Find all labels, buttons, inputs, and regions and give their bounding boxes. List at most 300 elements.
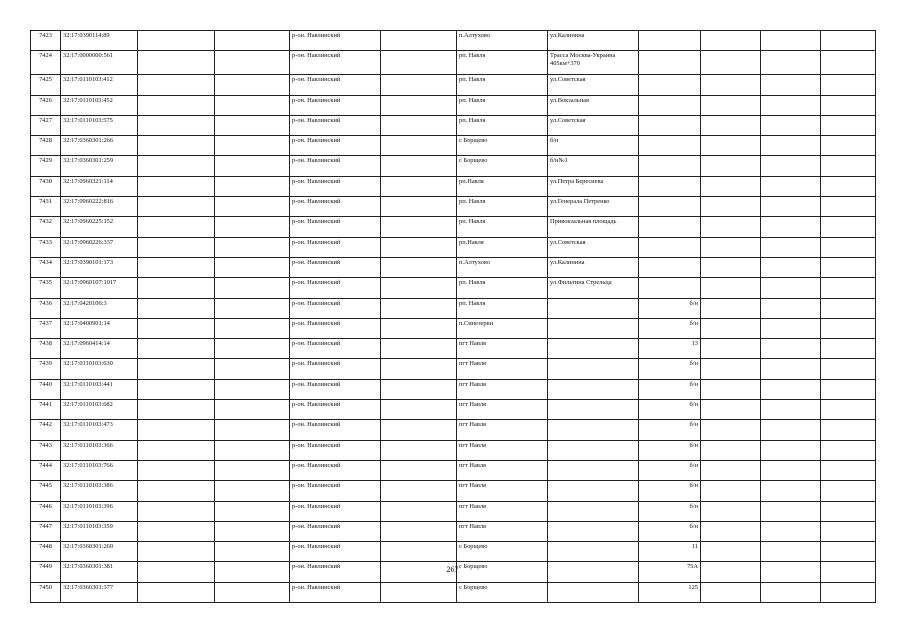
locality-cell: пгт Навля: [457, 359, 548, 379]
empty-cell: [761, 582, 821, 602]
locality-cell: рп.Навля: [457, 176, 548, 196]
street-cell: Трасса Москва-Украина 405км+370: [548, 51, 639, 75]
empty-cell: [138, 136, 215, 156]
street-cell: ул.Вокзальная: [548, 95, 639, 115]
empty-cell: [381, 237, 457, 257]
empty-cell: [138, 359, 215, 379]
empty-cell: [138, 582, 215, 602]
empty-cell: [761, 298, 821, 318]
district-cell: р-он. Навлинский: [290, 136, 381, 156]
table-row: [31, 420, 876, 440]
empty-cell: [821, 521, 876, 541]
house-number-cell: б/н: [639, 481, 701, 501]
empty-cell: [761, 176, 821, 196]
empty-cell: [381, 339, 457, 359]
street-cell: [548, 318, 639, 338]
empty-cell: [381, 31, 457, 51]
district-cell: р-он. Навлинский: [290, 339, 381, 359]
empty-cell: [761, 440, 821, 460]
empty-cell: [138, 237, 215, 257]
empty-cell: [138, 420, 215, 440]
empty-cell: [821, 339, 876, 359]
empty-cell: [381, 217, 457, 237]
empty-cell: [761, 400, 821, 420]
empty-cell: [701, 359, 761, 379]
table-row: [31, 318, 876, 338]
empty-cell: [821, 136, 876, 156]
cadastral-number-cell: 32:17:0960222:816: [61, 197, 138, 217]
street-cell: [548, 521, 639, 541]
empty-cell: [701, 237, 761, 257]
cadastral-number-cell: 32:17:0960414:14: [61, 339, 138, 359]
empty-cell: [215, 197, 290, 217]
property-register-table: [30, 30, 876, 603]
table-row: [31, 298, 876, 318]
cadastral-number-cell: 32:17:0110103:396: [61, 501, 138, 521]
house-number-cell: б/н: [639, 298, 701, 318]
row-number-cell: 7442: [31, 420, 61, 440]
empty-cell: [821, 440, 876, 460]
locality-cell: с Борщево: [457, 136, 548, 156]
empty-cell: [215, 156, 290, 176]
house-number-cell: [639, 156, 701, 176]
table-row: [31, 156, 876, 176]
empty-cell: [138, 318, 215, 338]
empty-cell: [701, 257, 761, 277]
district-cell: р-он. Навлинский: [290, 176, 381, 196]
row-number-cell: 7430: [31, 176, 61, 196]
row-number-cell: 7425: [31, 75, 61, 95]
row-number-cell: 7446: [31, 501, 61, 521]
cadastral-number-cell: 32:17:0360301:259: [61, 156, 138, 176]
empty-cell: [215, 460, 290, 480]
row-number-cell: 7445: [31, 481, 61, 501]
cadastral-number-cell: 32:17:0960225:152: [61, 217, 138, 237]
cadastral-number-cell: 32:17:0960321:114: [61, 176, 138, 196]
cadastral-number-cell: 32:17:0390114:89: [61, 31, 138, 51]
empty-cell: [215, 318, 290, 338]
empty-cell: [761, 75, 821, 95]
empty-cell: [701, 176, 761, 196]
district-cell: р-он. Навлинский: [290, 379, 381, 399]
empty-cell: [381, 51, 457, 75]
cadastral-number-cell: 32:17:0360301:381: [61, 562, 138, 582]
row-number-cell: 7432: [31, 217, 61, 237]
house-number-cell: [639, 257, 701, 277]
empty-cell: [821, 278, 876, 298]
empty-cell: [761, 257, 821, 277]
table-row: [31, 379, 876, 399]
row-number-cell: 7433: [31, 237, 61, 257]
row-number-cell: 7439: [31, 359, 61, 379]
house-number-cell: б/н: [639, 400, 701, 420]
district-cell: р-он. Навлинский: [290, 400, 381, 420]
empty-cell: [381, 318, 457, 338]
house-number-cell: б/н: [639, 359, 701, 379]
street-cell: [548, 359, 639, 379]
cadastral-number-cell: 32:17:0110103:359: [61, 521, 138, 541]
empty-cell: [215, 481, 290, 501]
empty-cell: [701, 440, 761, 460]
street-cell: ул.Петра Бересиева: [548, 176, 639, 196]
cadastral-number-cell: 32:17:0360301:260: [61, 542, 138, 562]
empty-cell: [761, 31, 821, 51]
locality-cell: рп. Навля: [457, 115, 548, 135]
locality-cell: рп. Навля: [457, 217, 548, 237]
empty-cell: [821, 298, 876, 318]
table-row: [31, 95, 876, 115]
empty-cell: [821, 197, 876, 217]
cadastral-number-cell: 32:17:0110103:575: [61, 115, 138, 135]
locality-cell: рп. Навля: [457, 95, 548, 115]
locality-cell: с Борщево: [457, 562, 548, 582]
empty-cell: [821, 359, 876, 379]
cadastral-number-cell: 32:17:0960107:1017: [61, 278, 138, 298]
empty-cell: [761, 501, 821, 521]
district-cell: р-он. Навлинский: [290, 115, 381, 135]
house-number-cell: [639, 115, 701, 135]
cadastral-number-cell: 32:17:0360301:377: [61, 582, 138, 602]
empty-cell: [381, 115, 457, 135]
empty-cell: [821, 420, 876, 440]
empty-cell: [821, 176, 876, 196]
locality-cell: п.Алтухово: [457, 31, 548, 51]
empty-cell: [761, 197, 821, 217]
empty-cell: [381, 298, 457, 318]
district-cell: р-он. Навлинский: [290, 481, 381, 501]
empty-cell: [381, 481, 457, 501]
empty-cell: [138, 75, 215, 95]
table-row: [31, 51, 876, 75]
row-number-cell: 7450: [31, 582, 61, 602]
empty-cell: [821, 237, 876, 257]
cadastral-number-cell: 32:17:0110103:630: [61, 359, 138, 379]
empty-cell: [381, 75, 457, 95]
district-cell: р-он. Навлинский: [290, 440, 381, 460]
empty-cell: [215, 521, 290, 541]
empty-cell: [821, 75, 876, 95]
empty-cell: [821, 460, 876, 480]
house-number-cell: [639, 31, 701, 51]
house-number-cell: [639, 136, 701, 156]
street-cell: [548, 339, 639, 359]
empty-cell: [138, 156, 215, 176]
empty-cell: [761, 521, 821, 541]
street-cell: ул.Советская: [548, 115, 639, 135]
row-number-cell: 7437: [31, 318, 61, 338]
empty-cell: [215, 501, 290, 521]
district-cell: р-он. Навлинский: [290, 359, 381, 379]
row-number-cell: 7429: [31, 156, 61, 176]
locality-cell: п.Синезерки: [457, 318, 548, 338]
empty-cell: [381, 359, 457, 379]
cadastral-number-cell: 32:17:0960226:337: [61, 237, 138, 257]
page-number: 267: [446, 565, 459, 574]
empty-cell: [821, 95, 876, 115]
cadastral-number-cell: 32:17:0110103:452: [61, 95, 138, 115]
locality-cell: пгт Навля: [457, 460, 548, 480]
empty-cell: [761, 115, 821, 135]
cadastral-number-cell: 32:17:0110103:441: [61, 379, 138, 399]
empty-cell: [821, 501, 876, 521]
empty-cell: [761, 460, 821, 480]
empty-cell: [761, 318, 821, 338]
empty-cell: [138, 460, 215, 480]
house-number-cell: б/н: [639, 379, 701, 399]
empty-cell: [138, 31, 215, 51]
empty-cell: [138, 217, 215, 237]
empty-cell: [761, 481, 821, 501]
locality-cell: рп.Навля: [457, 237, 548, 257]
table-row: [31, 257, 876, 277]
empty-cell: [701, 136, 761, 156]
empty-cell: [381, 542, 457, 562]
locality-cell: п.Алтухово: [457, 257, 548, 277]
empty-cell: [215, 75, 290, 95]
row-number-cell: 7449: [31, 562, 61, 582]
empty-cell: [761, 217, 821, 237]
locality-cell: пгт Навля: [457, 521, 548, 541]
row-number-cell: 7447: [31, 521, 61, 541]
empty-cell: [381, 400, 457, 420]
district-cell: р-он. Навлинский: [290, 51, 381, 75]
locality-cell: пгт Навля: [457, 501, 548, 521]
empty-cell: [821, 400, 876, 420]
locality-cell: с Борщево: [457, 582, 548, 602]
empty-cell: [215, 298, 290, 318]
empty-cell: [215, 339, 290, 359]
empty-cell: [821, 31, 876, 51]
house-number-cell: [639, 176, 701, 196]
table-row: [31, 501, 876, 521]
district-cell: р-он. Навлинский: [290, 521, 381, 541]
empty-cell: [821, 379, 876, 399]
empty-cell: [701, 582, 761, 602]
street-cell: Привокзальная площадь: [548, 217, 639, 237]
house-number-cell: [639, 51, 701, 75]
row-number-cell: 7436: [31, 298, 61, 318]
house-number-cell: б/н: [639, 318, 701, 338]
empty-cell: [761, 542, 821, 562]
empty-cell: [821, 318, 876, 338]
row-number-cell: 7424: [31, 51, 61, 75]
empty-cell: [761, 339, 821, 359]
house-number-cell: б/н: [639, 460, 701, 480]
empty-cell: [761, 237, 821, 257]
locality-cell: пгт Навля: [457, 379, 548, 399]
house-number-cell: б/н: [639, 501, 701, 521]
empty-cell: [215, 95, 290, 115]
street-cell: [548, 420, 639, 440]
empty-cell: [215, 136, 290, 156]
empty-cell: [215, 582, 290, 602]
house-number-cell: [639, 95, 701, 115]
empty-cell: [381, 420, 457, 440]
street-cell: [548, 481, 639, 501]
empty-cell: [821, 115, 876, 135]
empty-cell: [701, 298, 761, 318]
empty-cell: [821, 217, 876, 237]
row-number-cell: 7444: [31, 460, 61, 480]
district-cell: р-он. Навлинский: [290, 95, 381, 115]
street-cell: [548, 582, 639, 602]
locality-cell: пгт Навля: [457, 440, 548, 460]
empty-cell: [701, 542, 761, 562]
empty-cell: [761, 359, 821, 379]
empty-cell: [138, 176, 215, 196]
row-number-cell: 7448: [31, 542, 61, 562]
locality-cell: рп. Навля: [457, 197, 548, 217]
street-cell: [548, 298, 639, 318]
empty-cell: [821, 542, 876, 562]
cadastral-number-cell: 32:17:0360301:266: [61, 136, 138, 156]
house-number-cell: [639, 75, 701, 95]
cadastral-number-cell: 32:17:0110103:766: [61, 460, 138, 480]
district-cell: р-он. Навлинский: [290, 278, 381, 298]
empty-cell: [381, 197, 457, 217]
empty-cell: [215, 400, 290, 420]
street-cell: ул.Фильтина Стрельца: [548, 278, 639, 298]
locality-cell: рп. Навля: [457, 75, 548, 95]
empty-cell: [381, 136, 457, 156]
empty-cell: [381, 257, 457, 277]
empty-cell: [701, 95, 761, 115]
district-cell: р-он. Навлинский: [290, 217, 381, 237]
empty-cell: [138, 197, 215, 217]
empty-cell: [215, 359, 290, 379]
empty-cell: [215, 278, 290, 298]
street-cell: б/н: [548, 136, 639, 156]
cadastral-number-cell: 32:17:0110103:386: [61, 481, 138, 501]
locality-cell: пгт Навля: [457, 339, 548, 359]
table-row: [31, 176, 876, 196]
table-row: [31, 440, 876, 460]
empty-cell: [701, 501, 761, 521]
empty-cell: [701, 521, 761, 541]
district-cell: р-он. Навлинский: [290, 156, 381, 176]
empty-cell: [701, 460, 761, 480]
street-cell: ул.Советская: [548, 237, 639, 257]
empty-cell: [701, 318, 761, 338]
cadastral-number-cell: 32:17:0110103:366: [61, 440, 138, 460]
house-number-cell: [639, 197, 701, 217]
empty-cell: [701, 400, 761, 420]
empty-cell: [215, 379, 290, 399]
house-number-cell: 75А: [639, 562, 701, 582]
street-cell: [548, 379, 639, 399]
empty-cell: [701, 420, 761, 440]
street-cell: [548, 400, 639, 420]
table-row: [31, 136, 876, 156]
empty-cell: [215, 176, 290, 196]
locality-cell: пгт Навля: [457, 420, 548, 440]
district-cell: р-он. Навлинский: [290, 501, 381, 521]
empty-cell: [821, 257, 876, 277]
district-cell: р-он. Навлинский: [290, 197, 381, 217]
cadastral-number-cell: 32:17:0110103:682: [61, 400, 138, 420]
empty-cell: [138, 115, 215, 135]
empty-cell: [761, 278, 821, 298]
empty-cell: [381, 460, 457, 480]
table-row: [31, 339, 876, 359]
empty-cell: [701, 156, 761, 176]
house-number-cell: [639, 278, 701, 298]
empty-cell: [761, 156, 821, 176]
empty-cell: [701, 31, 761, 51]
table-row: [31, 521, 876, 541]
empty-cell: [215, 237, 290, 257]
locality-cell: с Борщево: [457, 542, 548, 562]
district-cell: р-он. Навлинский: [290, 318, 381, 338]
table-row: [31, 31, 876, 51]
empty-cell: [381, 379, 457, 399]
empty-cell: [761, 51, 821, 75]
table-row: [31, 481, 876, 501]
district-cell: р-он. Навлинский: [290, 298, 381, 318]
house-number-cell: б/н: [639, 420, 701, 440]
row-number-cell: 7441: [31, 400, 61, 420]
house-number-cell: б/н: [639, 521, 701, 541]
empty-cell: [138, 51, 215, 75]
empty-cell: [215, 217, 290, 237]
cadastral-number-cell: 32:17:0110103:473: [61, 420, 138, 440]
empty-cell: [138, 481, 215, 501]
table-row: [31, 582, 876, 602]
district-cell: р-он. Навлинский: [290, 237, 381, 257]
cadastral-number-cell: 32:17:0420106:3: [61, 298, 138, 318]
empty-cell: [381, 440, 457, 460]
empty-cell: [138, 257, 215, 277]
empty-cell: [215, 542, 290, 562]
empty-cell: [701, 115, 761, 135]
empty-cell: [138, 501, 215, 521]
district-cell: р-он. Навлинский: [290, 542, 381, 562]
empty-cell: [138, 542, 215, 562]
street-cell: [548, 460, 639, 480]
table-row: [31, 197, 876, 217]
table-row: [31, 542, 876, 562]
street-cell: ул.Калинина: [548, 31, 639, 51]
empty-cell: [821, 582, 876, 602]
street-cell: ул.Калинина: [548, 257, 639, 277]
empty-cell: [138, 379, 215, 399]
empty-cell: [215, 115, 290, 135]
district-cell: р-он. Навлинский: [290, 257, 381, 277]
empty-cell: [215, 257, 290, 277]
empty-cell: [761, 95, 821, 115]
row-number-cell: 7435: [31, 278, 61, 298]
table-row: [31, 115, 876, 135]
row-number-cell: 7443: [31, 440, 61, 460]
district-cell: р-он. Навлинский: [290, 31, 381, 51]
empty-cell: [701, 278, 761, 298]
empty-cell: [138, 521, 215, 541]
street-cell: [548, 542, 639, 562]
row-number-cell: 7431: [31, 197, 61, 217]
row-number-cell: 7427: [31, 115, 61, 135]
locality-cell: рп. Навля: [457, 298, 548, 318]
empty-cell: [761, 379, 821, 399]
empty-cell: [821, 481, 876, 501]
empty-cell: [701, 339, 761, 359]
house-number-cell: 11: [639, 542, 701, 562]
table-row: [31, 237, 876, 257]
empty-cell: [215, 420, 290, 440]
row-number-cell: 7438: [31, 339, 61, 359]
empty-cell: [138, 278, 215, 298]
house-number-cell: [639, 237, 701, 257]
table-body: [31, 31, 876, 603]
